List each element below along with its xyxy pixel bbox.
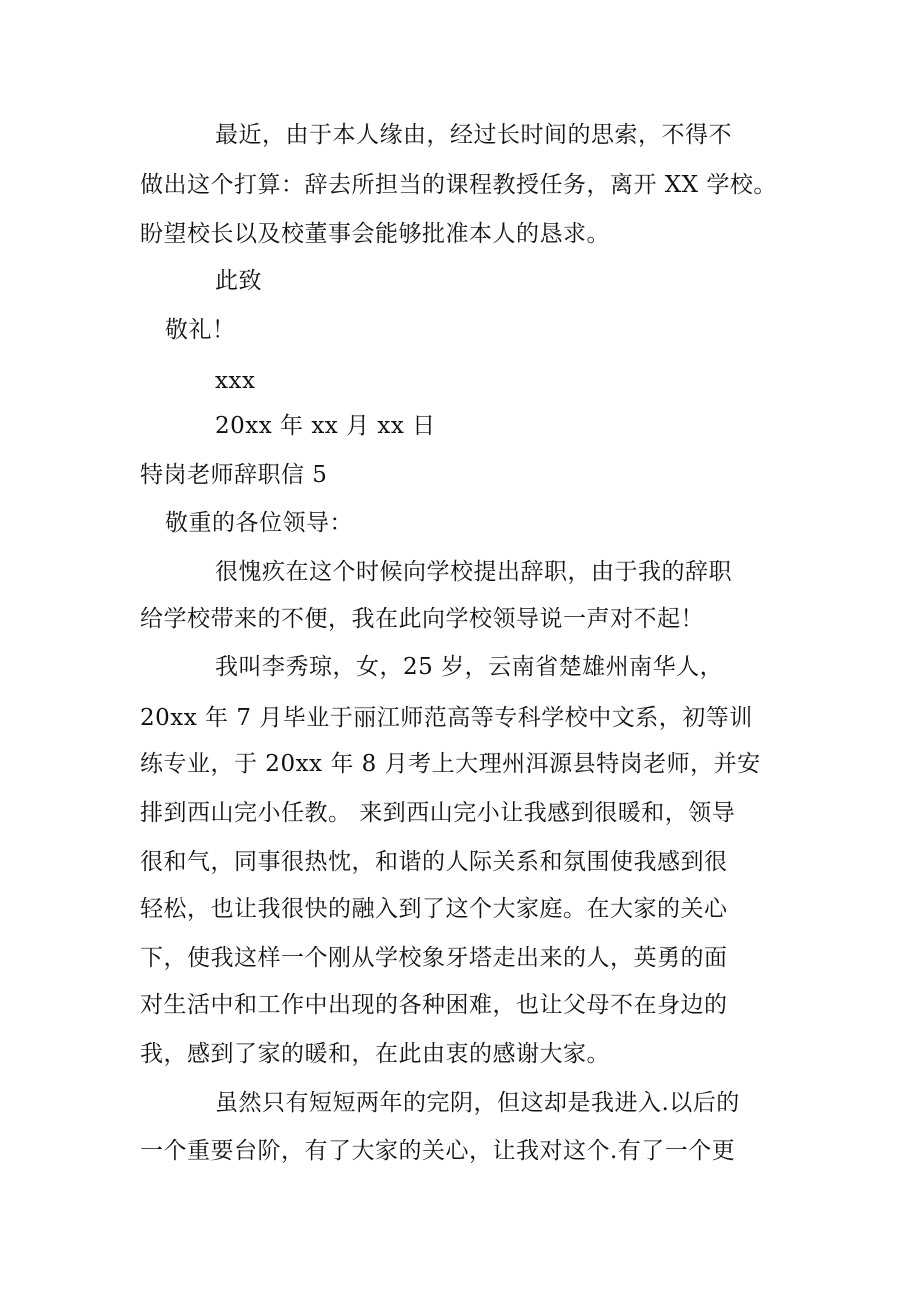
paragraph-line: 一个重要台阶，有了大家的关心，让我对这个.有了一个更 [140, 1138, 736, 1164]
paragraph-line: 盼望校长以及校董事会能够批准本人的恳求。 [140, 221, 610, 247]
signature-date: 20xx 年 xx 月 xx 日 [215, 413, 436, 439]
section-heading: 特岗老师辞职信 5 [140, 462, 328, 488]
closing-regards: 敬礼！ [165, 317, 236, 343]
paragraph-line: 很愧疚在这个时候向学校提出辞职，由于我的辞职 [215, 559, 732, 585]
paragraph-line: 很和气，同事很热忱，和谐的人际关系和氛围使我感到很 [140, 849, 728, 875]
closing-salutation: 此致 [215, 268, 262, 294]
signature-name: xxx [215, 368, 256, 394]
paragraph-line: 20xx 年 7 月毕业于丽江师范高等专科学校中文系，初等训 [140, 705, 753, 731]
greeting: 敬重的各位领导： [165, 510, 353, 536]
paragraph-line: 我叫李秀琼，女，25 岁，云南省楚雄州南华人， [215, 654, 724, 680]
paragraph-line: 做出这个打算：辞去所担当的课程教授任务，离开 XX 学校。 [140, 172, 777, 198]
paragraph-line: 我，感到了家的暖和，在此由衷的感谢大家。 [140, 1041, 610, 1067]
paragraph-line: 下，使我这样一个刚从学校象牙塔走出来的人，英勇的面 [140, 945, 728, 971]
paragraph-line: 虽然只有短短两年的完阴，但这却是我进入.以后的 [215, 1090, 740, 1116]
paragraph-line: 给学校带来的不便，我在此向学校领导说一声对不起！ [140, 606, 704, 632]
paragraph-line: 最近，由于本人缘由，经过长时间的思索，不得不 [215, 122, 732, 148]
paragraph-line: 练专业，于 20xx 年 8 月考上大理州洱源县特岗老师，并安 [140, 751, 761, 777]
paragraph-line: 排到西山完小任教。 来到西山完小让我感到很暖和，领导 [140, 800, 736, 826]
paragraph-line: 对生活中和工作中出现的各种困难，也让父母不在身边的 [140, 992, 728, 1018]
paragraph-line: 轻松，也让我很快的融入到了这个大家庭。在大家的关心 [140, 896, 728, 922]
